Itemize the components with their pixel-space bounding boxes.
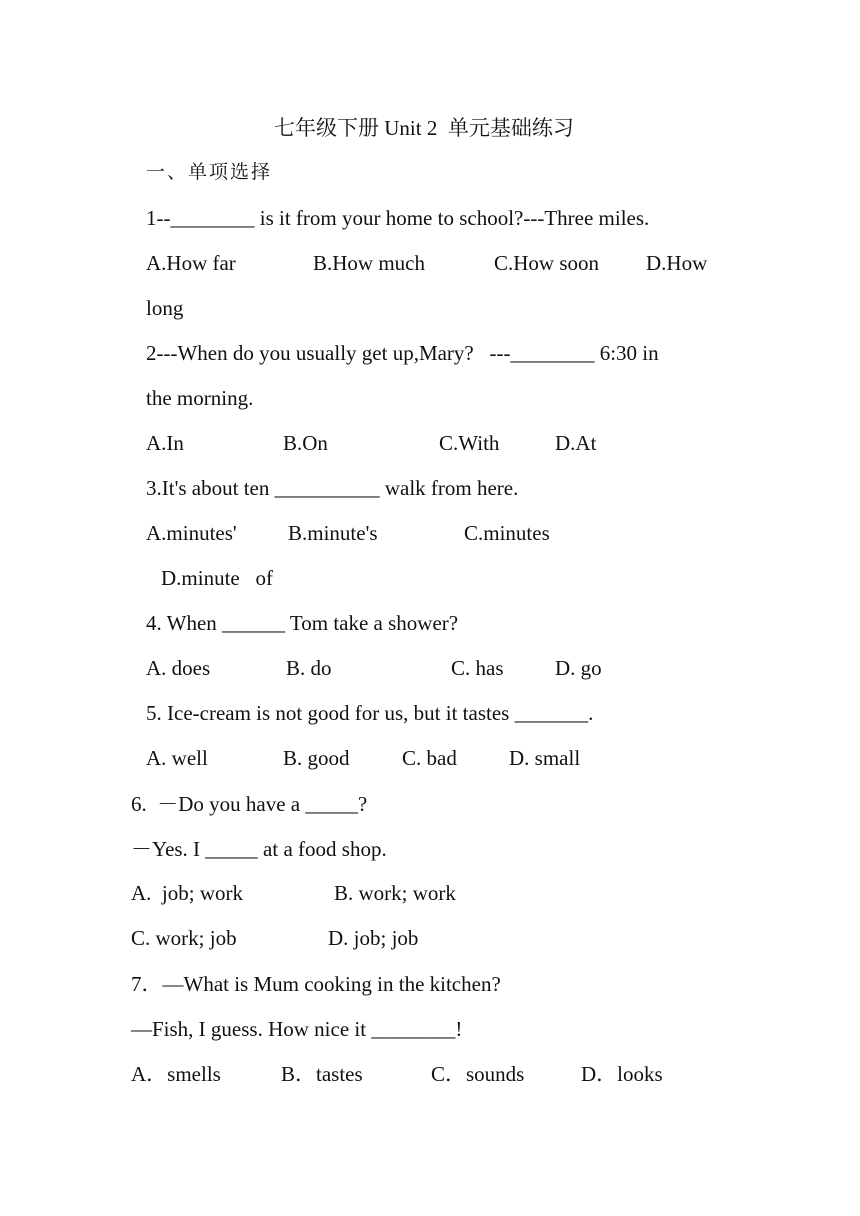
q6-option-d: D. job; job bbox=[328, 926, 419, 950]
q1-option-b: B.How much bbox=[313, 251, 425, 275]
q4-option-b: B. do bbox=[286, 656, 332, 680]
q3-option-c: C.minutes bbox=[464, 521, 550, 545]
q2-option-d: D.At bbox=[555, 431, 597, 455]
q5-option-c: C. bad bbox=[402, 746, 457, 770]
q5-option-b: B. good bbox=[283, 746, 350, 770]
q7-option-a: A．smells bbox=[131, 1062, 221, 1086]
q3-stem: 3.It's about ten __________ walk from here. bbox=[146, 476, 519, 500]
q4-option-a: A. does bbox=[146, 656, 211, 680]
q1-option-a: A.How far bbox=[146, 251, 236, 275]
q6-option-c: C. work; job bbox=[131, 926, 237, 950]
q3-option-a: A.minutes' bbox=[146, 521, 237, 545]
q5-stem: 5. Ice-cream is not good for us, but it tastes _______. bbox=[146, 701, 594, 725]
q6-option-b: B. work; work bbox=[334, 881, 456, 905]
q2-option-a: A.In bbox=[146, 431, 184, 455]
q6-option-a: A. job; work bbox=[131, 881, 243, 905]
q2-stem: 2---When do you usually get up,Mary? ---________ 6:30 in bbox=[146, 341, 659, 365]
q5-option-a: A. well bbox=[146, 746, 208, 770]
q2-stem-continued: the morning. bbox=[146, 386, 254, 410]
q2-option-b: B.On bbox=[283, 431, 328, 455]
page-title: 七年级下册 Unit 2 单元基础练习 bbox=[274, 116, 574, 140]
q4-stem: 4. When ______ Tom take a shower? bbox=[146, 611, 459, 635]
q1-option-c: C.How soon bbox=[494, 251, 600, 275]
q7-option-c: C．sounds bbox=[431, 1062, 525, 1086]
section-heading: 一、单项选择 bbox=[146, 161, 273, 183]
q4-option-c: C. has bbox=[451, 656, 504, 680]
q7-option-b: B．tastes bbox=[281, 1062, 363, 1086]
q7-stem-reply: —Fish, I guess. How nice it ________! bbox=[131, 1017, 463, 1041]
q7-stem: 7．—What is Mum cooking in the kitchen? bbox=[131, 972, 501, 996]
q5-option-d: D. small bbox=[509, 746, 581, 770]
q6-stem: 6. －Do you have a _____? bbox=[131, 792, 368, 816]
q1-stem: 1--________ is it from your home to school?---Three miles. bbox=[146, 206, 650, 230]
q7-option-d: D．looks bbox=[581, 1062, 663, 1086]
q6-stem-reply: －Yes. I _____ at a food shop. bbox=[131, 837, 387, 861]
q4-option-d: D. go bbox=[555, 656, 602, 680]
q3-option-b: B.minute's bbox=[288, 521, 378, 545]
q3-option-d: D.minute of bbox=[161, 566, 273, 590]
q2-option-c: C.With bbox=[439, 431, 500, 455]
q1-option-d-continued: long bbox=[146, 296, 184, 320]
q1-option-d: D.How bbox=[646, 251, 708, 275]
